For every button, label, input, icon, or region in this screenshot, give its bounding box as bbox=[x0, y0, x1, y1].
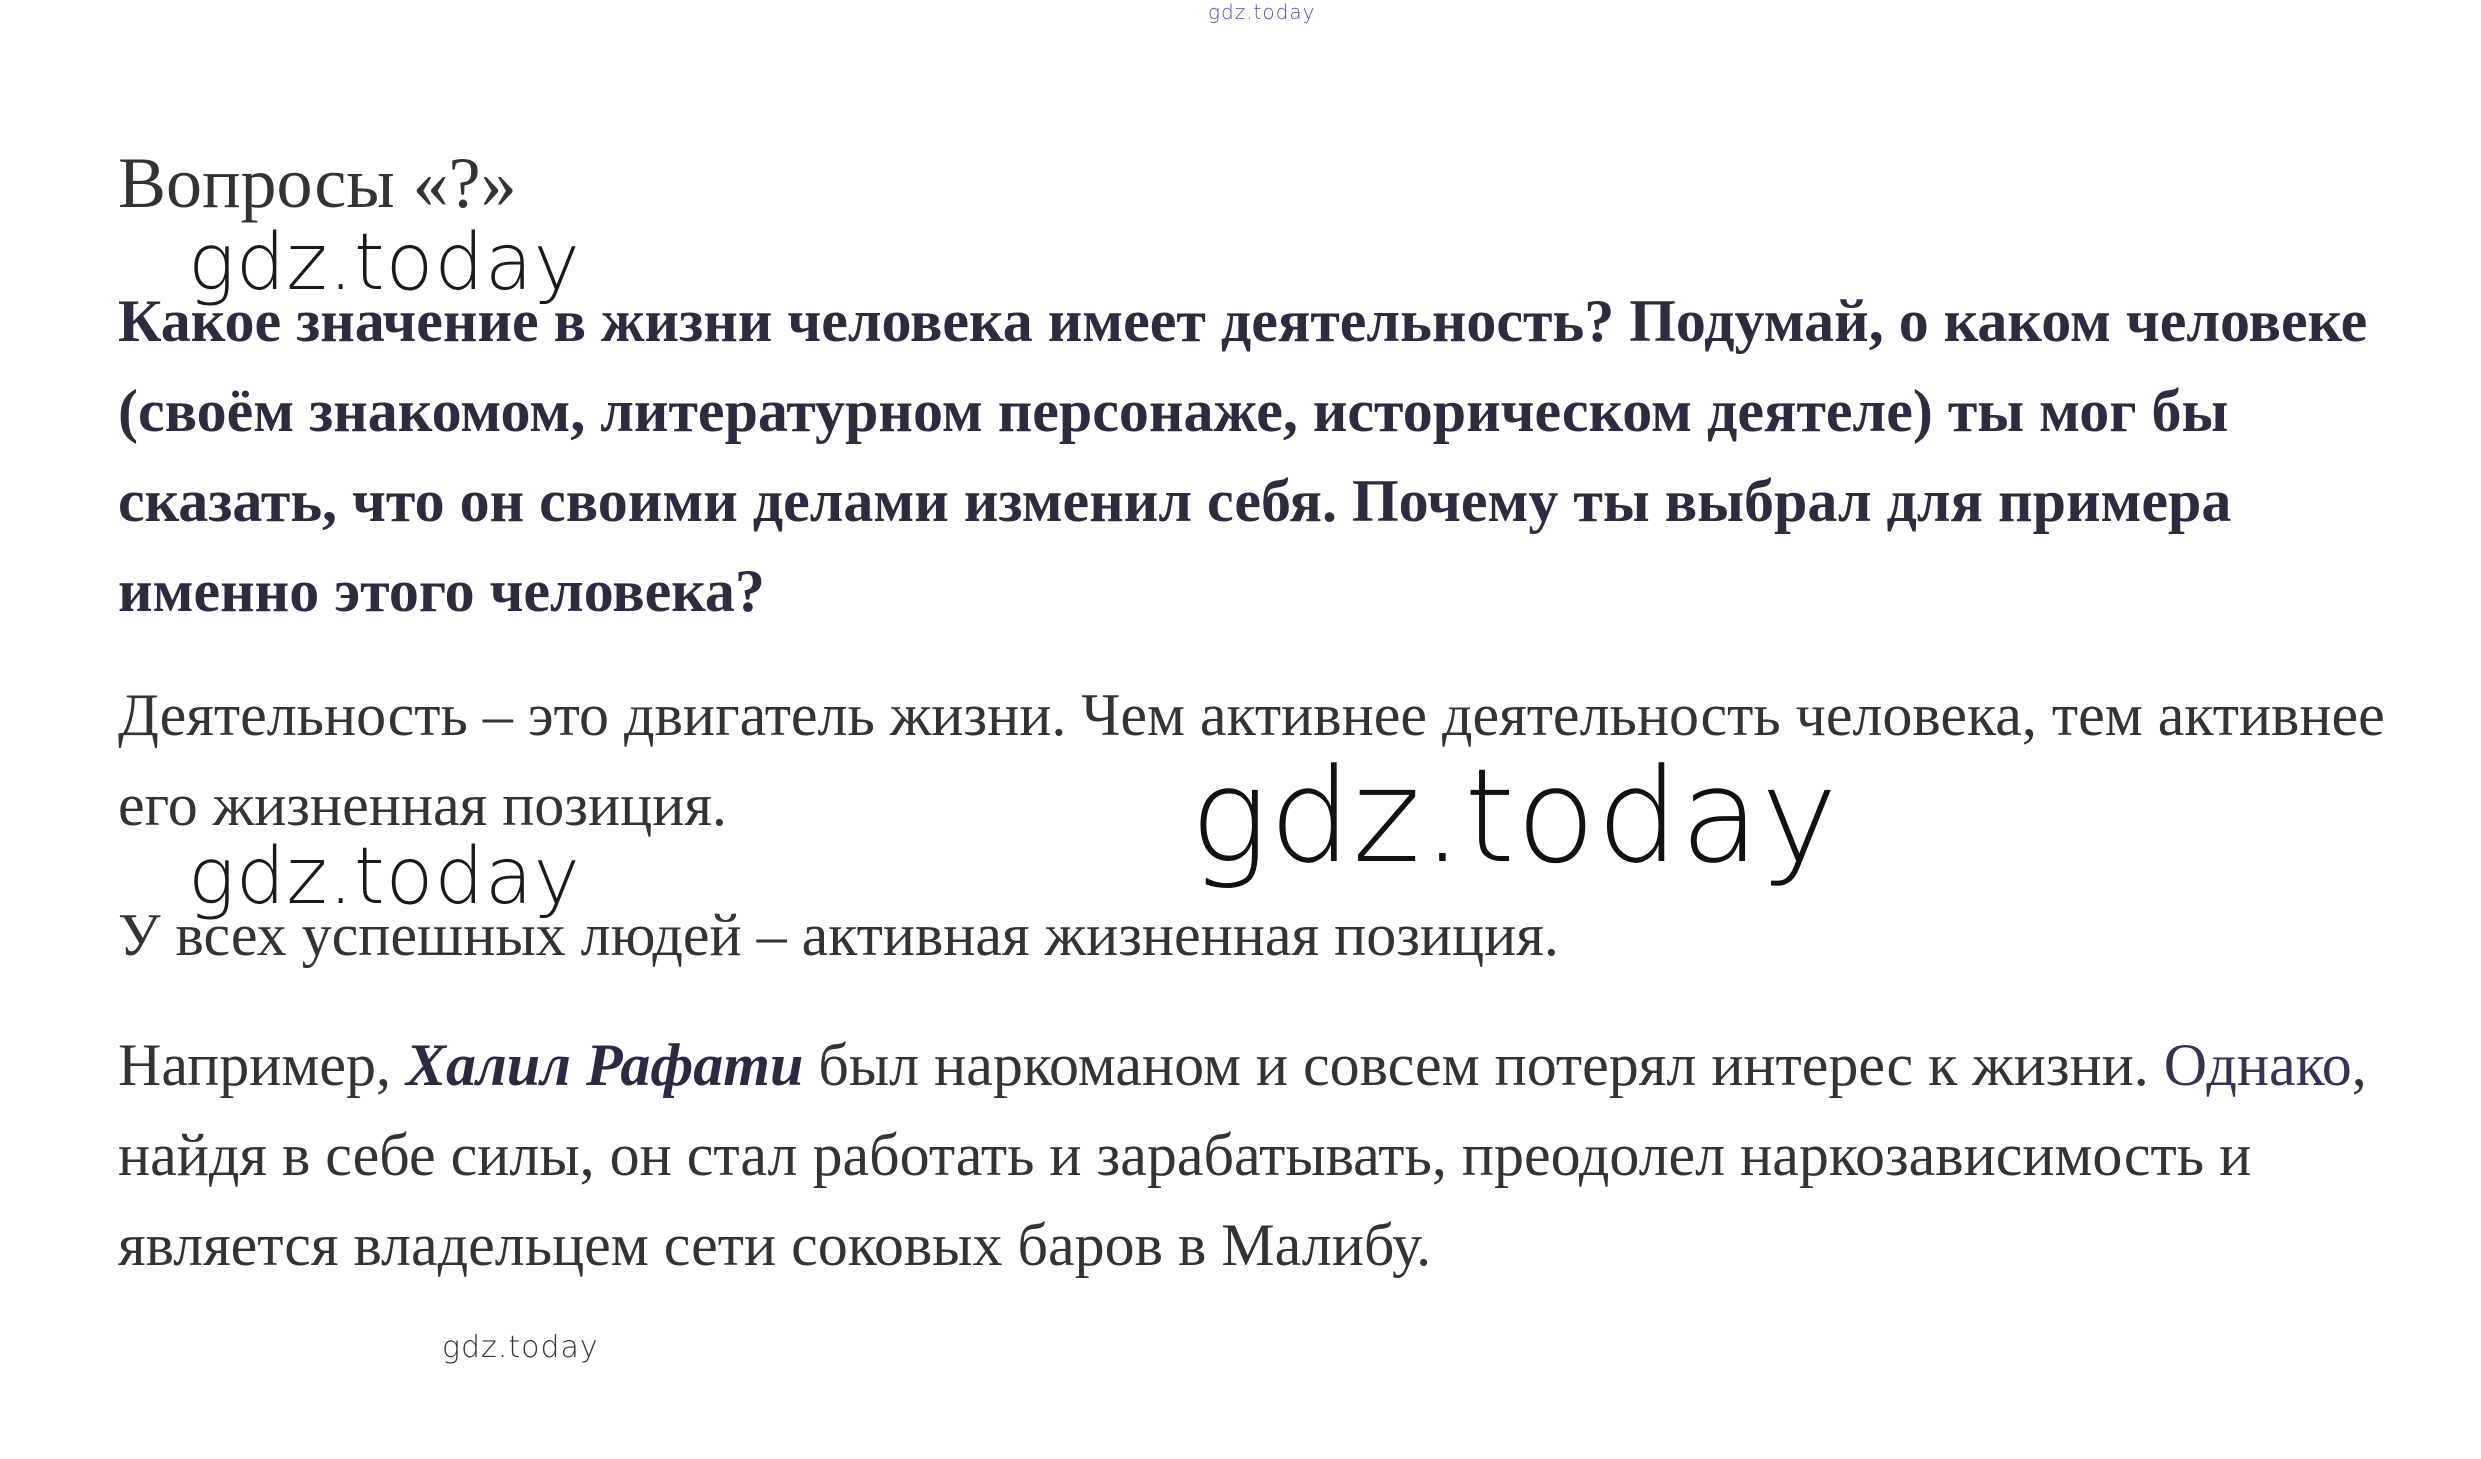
watermark-lower: gdz.today bbox=[188, 832, 581, 922]
watermark-large: gdz.today bbox=[1190, 740, 1839, 892]
answer-paragraph-1: Деятельность – это двигатель жизни. Чем активнее деятельность человека, тем активнее его жизненная позиция. bbox=[118, 682, 2385, 838]
p3-intro: Например, bbox=[118, 1032, 406, 1098]
watermark-top: gdz.today bbox=[1208, 0, 1316, 24]
section-heading: Вопросы «?» bbox=[118, 143, 517, 223]
answer-paragraph-2: У всех успешных людей – активная жизненная позиция. bbox=[118, 902, 1559, 968]
question-text bbox=[118, 276, 2398, 636]
watermark-bottom: gdz.today bbox=[442, 1330, 599, 1365]
watermark-upper: gdz.today bbox=[188, 218, 581, 308]
question-body: Какое значение в жизни человека имеет деятельность? Подумай, о каком человеке (своём знакомом, литературном персонаже, историческом деятеле) ты мог бы сказать, что он своими делами изменил себя. Почему ты выбрал для примера именно этого человека? bbox=[118, 288, 2368, 624]
p3-however: Однако bbox=[2163, 1032, 2352, 1098]
person-name: Халил Рафати bbox=[406, 1032, 804, 1098]
p3-middle: был наркоманом и совсем потерял интерес к жизни. bbox=[803, 1032, 2164, 1098]
answer-paragraph-3 bbox=[118, 1020, 2398, 1290]
p3-ending: , найдя в себе силы, он стал работать и зарабатывать, преодолел наркозависимость и является владельцем сети соковых баров в Малибу. bbox=[118, 1032, 2367, 1278]
